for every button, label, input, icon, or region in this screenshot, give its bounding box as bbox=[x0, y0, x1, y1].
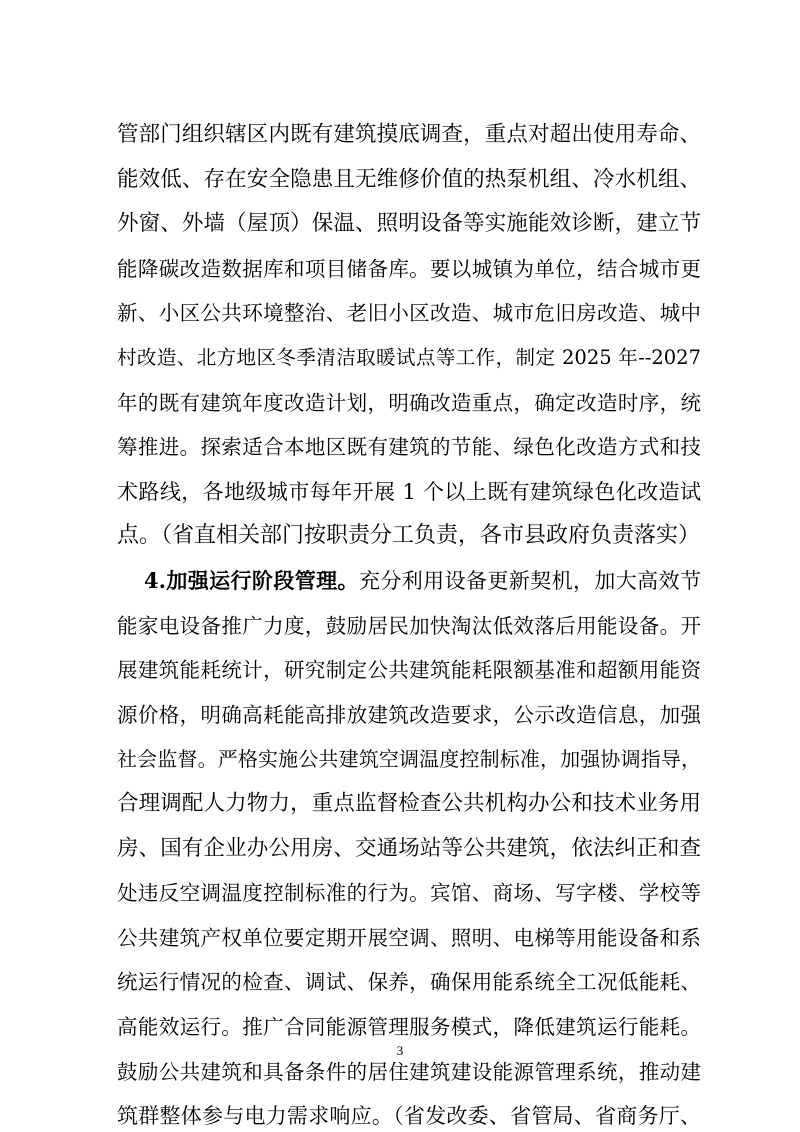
section-4-heading: 4.加强运行阶段管理。 bbox=[144, 568, 359, 593]
paragraph-line: 鼓励公共建筑和具备条件的居住建筑建设能源管理系统，推动建 bbox=[117, 1060, 701, 1084]
paragraph-line: 点。（省直相关部门按职责分工负责，各市县政府负责落实） bbox=[117, 523, 701, 548]
paragraph-line: 管部门组织辖区内既有建筑摸底调查，重点对超出使用寿命、 bbox=[117, 122, 701, 147]
paragraph-line: 合理调配人力物力，重点监督检查公共机构办公和技术业务用 bbox=[117, 791, 701, 816]
paragraph-line: 源价格，明确高耗能高排放建筑改造要求，公示改造信息，加强 bbox=[117, 703, 701, 727]
paragraph-line: 能家电设备推广力度，鼓励居民加快淘汰低效落后用能设备。开 bbox=[117, 614, 701, 638]
paragraph-line: 公共建筑产权单位要定期开展空调、照明、电梯等用能设备和系 bbox=[117, 926, 701, 950]
paragraph-line: 外窗、外墙（屋顶）保温、照明设备等实施能效诊断，建立节 bbox=[117, 211, 701, 236]
paragraph-line: 年的既有建筑年度改造计划，明确改造重点，确定改造时序，统 bbox=[117, 391, 701, 415]
paragraph-line: 社会监督。严格实施公共建筑空调温度控制标准，加强协调指导， bbox=[117, 747, 701, 771]
paragraph-line: 高能效运行。推广合同能源管理服务模式，降低建筑运行能耗。 bbox=[117, 1015, 701, 1039]
paragraph-line: 新、小区公共环境整治、老旧小区改造、城市危旧房改造、城中 bbox=[117, 301, 701, 325]
paragraph-line: 筑群整体参与电力需求响应。（省发改委、省管局、省商务厅、 bbox=[117, 1104, 701, 1128]
paragraph-line: 统运行情况的检查、调试、保养，确保用能系统全工况低能耗、 bbox=[117, 970, 701, 994]
paragraph-line: 房、国有企业办公用房、交通场站等公共建筑，依法纠正和查 bbox=[117, 836, 701, 861]
paragraph-line: 能效低、存在安全隐患且无维修价值的热泵机组、冷水机组、 bbox=[117, 167, 701, 192]
section-4-first-line bbox=[144, 566, 701, 596]
paragraph-line: 能降碳改造数据库和项目储备库。要以城镇为单位，结合城市更 bbox=[117, 257, 701, 281]
paragraph-line: 筹推进。探索适合本地区既有建筑的节能、绿色化改造方式和技 bbox=[117, 435, 701, 459]
paragraph-line: 处违反空调温度控制标准的行为。宾馆、商场、写字楼、学校等 bbox=[117, 881, 701, 905]
paragraph-line: 术路线，各地级城市每年开展 1 个以上既有建筑绿色化改造试 bbox=[117, 480, 701, 504]
page-number: 3 bbox=[396, 1043, 404, 1058]
paragraph-line: 村改造、北方地区冬季清洁取暖试点等工作，制定 2025 年--2027 bbox=[117, 346, 701, 369]
paragraph-line: 展建筑能耗统计，研究制定公共建筑能耗限额基准和超额用能资 bbox=[117, 658, 701, 682]
section-4-first-line-text: 充分利用设备更新契机，加大高效节 bbox=[358, 569, 701, 593]
